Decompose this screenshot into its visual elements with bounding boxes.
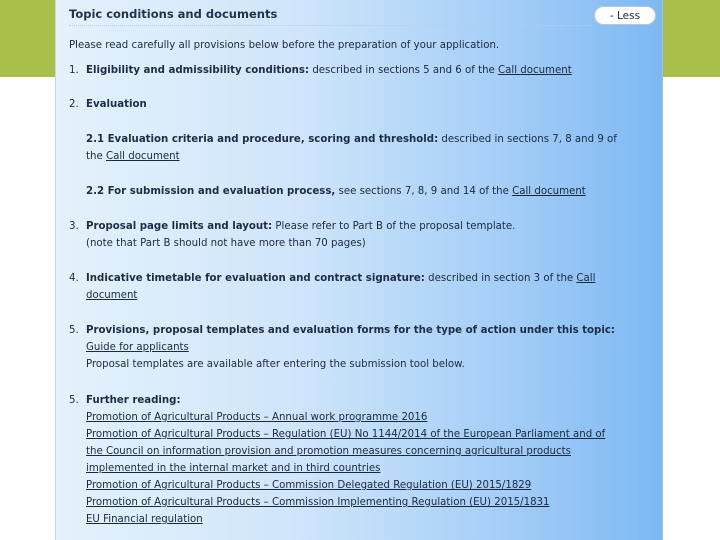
panel-title: Topic conditions and documents [69,7,278,21]
guide-for-applicants-link[interactable]: Guide for applicants [86,342,189,353]
regulation-1144-link[interactable]: the Council on information provision and promotion measures concerning agricultural products [86,446,571,457]
call-document-link[interactable]: document [86,290,138,301]
item-number: 2. [69,99,79,110]
item-number: 3. [69,221,79,232]
criteria-title: 2.1 Evaluation criteria and procedure, scoring and threshold: [86,134,439,145]
item-number: 5. [69,395,79,406]
criteria-text: described in sections 7, 8 and 9 of [438,134,617,145]
regulation-1144-link[interactable]: Promotion of Agricultural Products – Regulation (EU) No 1144/2014 of the European Parliament and of [86,429,606,440]
item-number: 1. [69,65,79,76]
call-document-link[interactable]: Call document [498,65,572,76]
submission-title: 2.2 For submission and evaluation process, [86,186,336,197]
call-document-link[interactable]: Call [576,273,596,284]
annual-work-programme-link[interactable]: Promotion of Agricultural Products – Annual work programme 2016 [86,412,428,423]
evaluation-criteria [86,131,617,165]
item-number: 4. [69,273,79,284]
item-text: Please refer to Part B of the proposal template. [272,221,516,232]
page-limit-note: (note that Part B should not have more than 70 pages) [86,238,366,249]
item-title: Evaluation [86,99,147,110]
financial-regulation-link[interactable]: EU Financial regulation [86,514,203,525]
item-title: Proposal page limits and layout: [86,221,273,232]
item-number: 5. [69,325,79,336]
evaluation-submission [86,183,586,200]
item-title: Indicative timetable for evaluation and contract signature: [86,273,425,284]
call-document-link[interactable]: Call document [512,186,586,197]
intro-text: Please read carefully all provisions below before the preparation of your application. [69,40,500,51]
topic-conditions-panel [55,0,663,540]
item-text: Proposal templates are available after entering the submission tool below. [86,359,465,370]
less-button[interactable]: - Less [594,6,656,25]
item-text: described in sections 5 and 6 of the [309,65,499,76]
item-title: Further reading: [86,395,181,406]
item-text: described in section 3 of the [424,273,577,284]
call-document-link[interactable]: Call document [105,151,180,162]
item-title: Eligibility and admissibility conditions: [86,65,310,76]
criteria-text-2: the [86,151,106,162]
implementing-regulation-link[interactable]: Promotion of Agricultural Products – Commission Implementing Regulation (EU) 2015/1831 [86,497,550,508]
regulation-1144-link[interactable]: implemented in the internal market and in third countries [86,463,381,474]
item-title: Provisions, proposal templates and evaluation forms for the type of action under this topic: [86,325,615,336]
header-divider [69,25,591,26]
delegated-regulation-link[interactable]: Promotion of Agricultural Products – Commission Delegated Regulation (EU) 2015/1829 [86,480,532,491]
submission-text: see sections 7, 8, 9 and 14 of the [335,186,513,197]
